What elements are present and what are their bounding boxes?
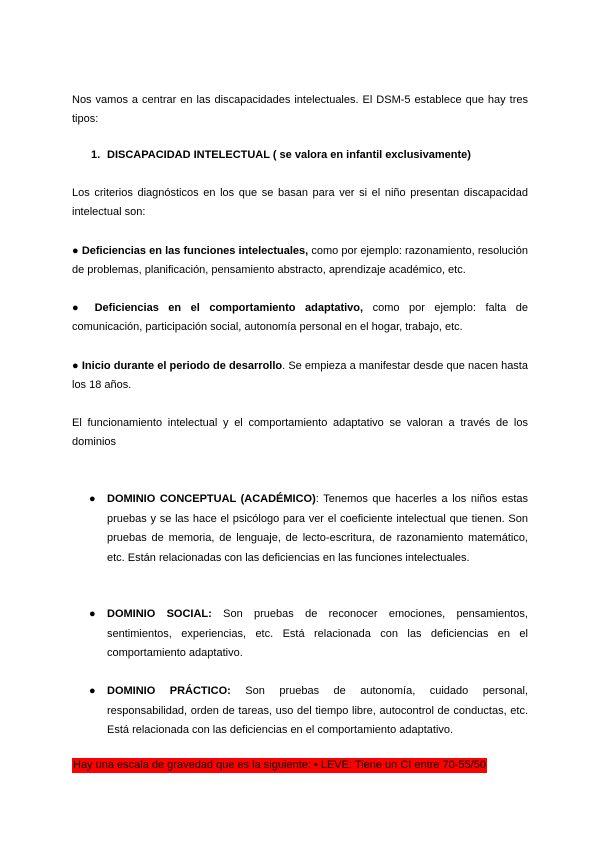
heading-number: 1. <box>91 149 101 161</box>
bullet-icon: ● <box>89 493 96 505</box>
criterion-text: como por ejemplo: falta de comunicación, participación social, autonomía personal en el hogar, trabajo, etc. <box>72 302 528 333</box>
criterion-item <box>72 357 528 395</box>
criterion-bold: Deficiencias en el comportamiento adaptativo, <box>94 302 364 314</box>
dominio-bold: DOMINIO CONCEPTUAL (ACADÉMICO) <box>107 493 316 505</box>
dominio-text: : Tenemos que hacerles a los niños estas pruebas y se las hace el psicólogo para ver el coeficiente intelectual que tienen. Son pruebas de memoria, de lenguaje, de lecto-escritura, de razonamiento matemático, etc. Están relacionadas con las deficiencias en las funciones intelectuales. <box>107 493 528 564</box>
intro-paragraph: Nos vamos a centrar en las discapacidades intelectuales. El DSM-5 establece que hay tres tipos: <box>72 94 528 125</box>
dominio-text: Son pruebas de reconocer emociones, pensamientos, sentimientos, experiencias, etc. Está relacionada con las deficiencias en el comportamiento adaptativo. <box>107 608 528 659</box>
dominio-item <box>89 605 528 664</box>
criterion-marker: ● <box>72 302 86 314</box>
dominios-intro-paragraph: El funcionamiento intelectual y el comportamiento adaptativo se valoran a través de los dominios <box>72 417 528 448</box>
criterion-item <box>72 299 528 337</box>
criterion-text: . Se empieza a manifestar desde que nacen hasta los 18 años. <box>72 360 528 391</box>
criterion-marker: ● <box>72 245 79 257</box>
dominio-item <box>89 490 528 568</box>
criterion-text: como por ejemplo: razonamiento, resolución de problemas, planificación, pensamiento abstracto, aprendizaje académico, etc. <box>72 245 528 276</box>
highlighted-text: Hay una escala de gravedad que es la siguiente: • LEVE: Tiene un CI entre 70-55/50 <box>73 759 486 771</box>
heading-text: DISCAPACIDAD INTELECTUAL ( se valora en infantil exclusivamente) <box>107 149 471 161</box>
dominio-text: Son pruebas de autonomía, cuidado personal, responsabilidad, orden de tareas, uso del tiempo libre, autocontrol de conductas, etc. Está relacionada con las deficiencias en el comportamiento adaptativo. <box>107 685 528 736</box>
criterion-marker: ● <box>72 360 79 372</box>
bullet-icon: ● <box>89 608 96 620</box>
criterion-bold: Inicio durante el periodo de desarrollo <box>81 360 283 372</box>
dominio-item <box>89 682 528 741</box>
bullet-icon: ● <box>89 685 96 697</box>
criterion-item <box>72 242 528 280</box>
dominio-bold: DOMINIO PRÁCTICO: <box>107 685 231 697</box>
criterion-bold: Deficiencias en las funciones intelectuales, <box>81 245 309 257</box>
criteria-intro-paragraph: Los criterios diagnósticos en los que se basan para ver si el niño presentan discapacidad intelectual son: <box>72 187 528 218</box>
dominio-bold: DOMINIO SOCIAL: <box>107 608 212 620</box>
section-heading <box>91 148 471 162</box>
